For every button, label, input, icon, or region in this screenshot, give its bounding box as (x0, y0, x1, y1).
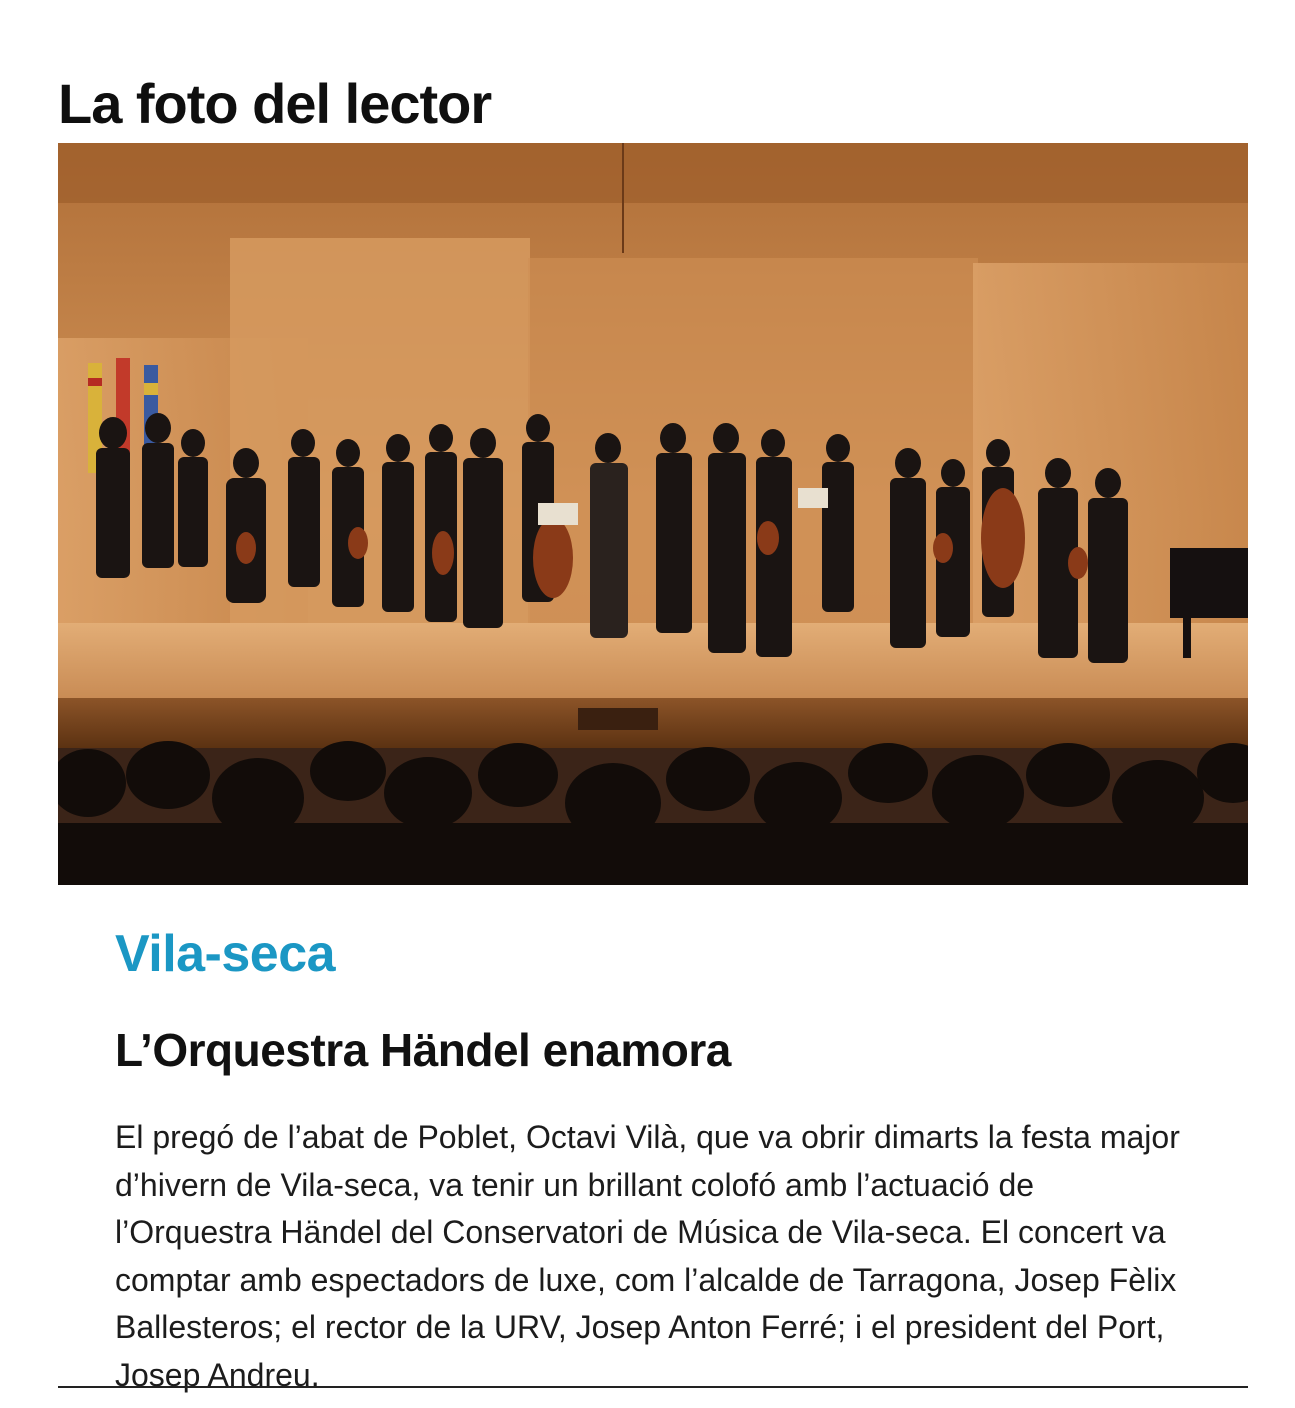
orchestra-stage-photo (58, 143, 1248, 885)
article-headline: L’Orquestra Händel enamora (115, 1024, 731, 1077)
article-photo (58, 143, 1248, 885)
bottom-divider (58, 1386, 1248, 1388)
article-body: El pregó de l’abat de Poblet, Octavi Vilà, que va obrir dimarts la festa major d’hivern de Vila-seca, va tenir un brillant colofó amb l’actuació de l’Orquestra Händel del Conservatori de Música de Vila-seca. El concert va comptar amb espectadors de luxe, com l’alcalde de Tarragona, Josep Fèlix Ballesteros; el rector de la URV, Josep Anton Ferré; i el president del Port, Josep Andreu. (115, 1119, 1180, 1393)
section-title: La foto del lector (58, 71, 492, 135)
article-location: Vila-seca (115, 925, 336, 983)
